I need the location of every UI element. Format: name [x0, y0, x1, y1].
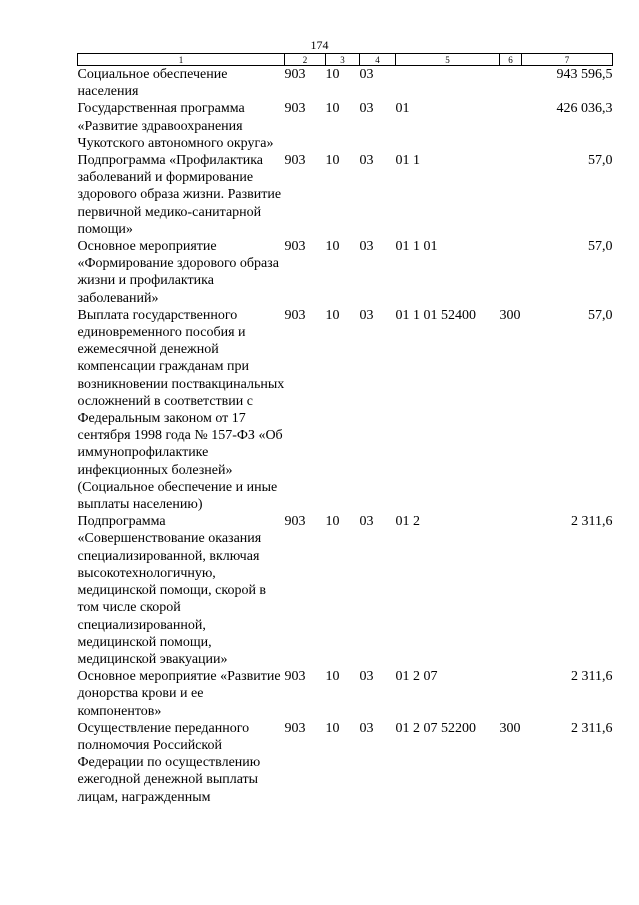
row-name: Подпрограмма «Профилактика заболеваний и формирование здорового образа жизни. Развитие первичной медико-санитарной помощи»	[77, 153, 282, 237]
row-code-expense-type	[500, 668, 522, 720]
row-code-section: 10	[325, 67, 340, 82]
row-code-expense-type	[500, 152, 522, 238]
row-code-grbs: 903	[284, 669, 306, 685]
row-code-grbs: 903	[284, 720, 306, 736]
row-code-target-article: 01 1	[395, 153, 420, 169]
row-name: Подпрограмма «Совершенствование оказания специализированной, включая высокотехнологичную, медицинской помощи, скорой в том числе скорой специализированной, медицинской помощи, медицинской эвакуации»	[77, 514, 267, 667]
row-name: Основное мероприятие «Формирование здорового образа жизни и профилактика заболеваний»	[77, 239, 279, 306]
row-code-section: 10	[325, 307, 340, 323]
row-code-section: 10	[325, 514, 340, 530]
budget-table	[77, 53, 613, 806]
row-code-grbs: 903	[284, 67, 306, 82]
row-amount: 943 596,5	[556, 67, 613, 82]
row-code-expense-type	[500, 66, 522, 101]
table-row	[78, 66, 613, 101]
row-code-target-article: 01 2	[395, 514, 420, 530]
row-code-target-article: 01 1 01	[395, 239, 438, 255]
row-code-expense-type: 300	[499, 307, 521, 323]
table-row	[78, 152, 613, 238]
row-amount: 2 311,6	[571, 720, 613, 736]
row-code-subsection: 03	[359, 514, 374, 530]
row-code-subsection: 03	[359, 153, 374, 169]
column-header: 4	[360, 54, 396, 66]
row-code-expense-type	[500, 100, 522, 152]
row-code-section: 10	[325, 669, 340, 685]
row-code-grbs: 903	[284, 514, 306, 530]
row-code-grbs: 903	[284, 153, 306, 169]
column-header: 3	[326, 54, 360, 66]
table-row	[78, 238, 613, 307]
row-code-grbs: 903	[284, 307, 306, 323]
row-code-subsection: 03	[359, 307, 374, 323]
row-code-target-article: 01 1 01 52400	[395, 307, 476, 323]
table-row	[78, 513, 613, 668]
row-code-grbs: 903	[284, 239, 306, 255]
table-row	[78, 720, 613, 806]
row-code-subsection: 03	[359, 720, 374, 736]
row-name: Выплата государственного единовременного пособия и ежемесячной денежной компенсации гражданам при возникновении поствакцинальных осложнений в соответствии с Федеральным законом от 17 сентября 1998 года № 157-ФЗ «Об иммунопрофилактике инфекционных болезней» (Социальное обеспечение и иные выплаты населению)	[77, 307, 285, 513]
table-row	[78, 100, 613, 152]
row-code-subsection: 03	[359, 101, 374, 117]
row-code-section: 10	[325, 239, 340, 255]
table-row	[78, 668, 613, 720]
row-code-subsection: 03	[359, 669, 374, 685]
column-header: 6	[500, 54, 522, 66]
row-amount: 57,0	[588, 239, 613, 255]
row-code-target-article: 01 2 07	[395, 669, 438, 685]
row-amount: 2 311,6	[571, 514, 613, 530]
column-header: 1	[78, 54, 285, 66]
row-amount: 426 036,3	[556, 101, 613, 117]
row-name: Государственная программа «Развитие здравоохранения Чукотского автономного округа»	[77, 101, 274, 151]
column-header: 2	[285, 54, 326, 66]
table-row	[78, 307, 613, 513]
row-code-target-article: 01	[395, 101, 410, 117]
row-code-expense-type	[500, 513, 522, 668]
column-header: 7	[522, 54, 613, 66]
row-code-section: 10	[325, 101, 340, 117]
row-amount: 57,0	[588, 153, 613, 169]
row-amount: 2 311,6	[571, 669, 613, 685]
row-name: Осуществление переданного полномочия Российской Федерации по осуществлению ежегодной денежной выплаты лицам, награжденным	[77, 720, 261, 805]
column-number-row	[78, 54, 613, 66]
row-code-target-article	[396, 66, 500, 101]
row-code-expense-type: 300	[499, 720, 521, 736]
row-name: Основное мероприятие «Развитие донорства крови и ее компонентов»	[77, 669, 281, 719]
column-header: 5	[396, 54, 500, 66]
row-code-section: 10	[325, 153, 340, 169]
row-code-expense-type	[500, 238, 522, 307]
page-number: 174	[310, 38, 329, 52]
row-code-subsection: 03	[359, 239, 374, 255]
row-code-subsection: 03	[359, 67, 374, 82]
row-code-target-article: 01 2 07 52200	[395, 720, 476, 736]
row-name: Социальное обеспечение населения	[77, 67, 228, 100]
row-code-section: 10	[325, 720, 340, 736]
row-code-grbs: 903	[284, 101, 306, 117]
row-amount: 57,0	[588, 307, 613, 323]
